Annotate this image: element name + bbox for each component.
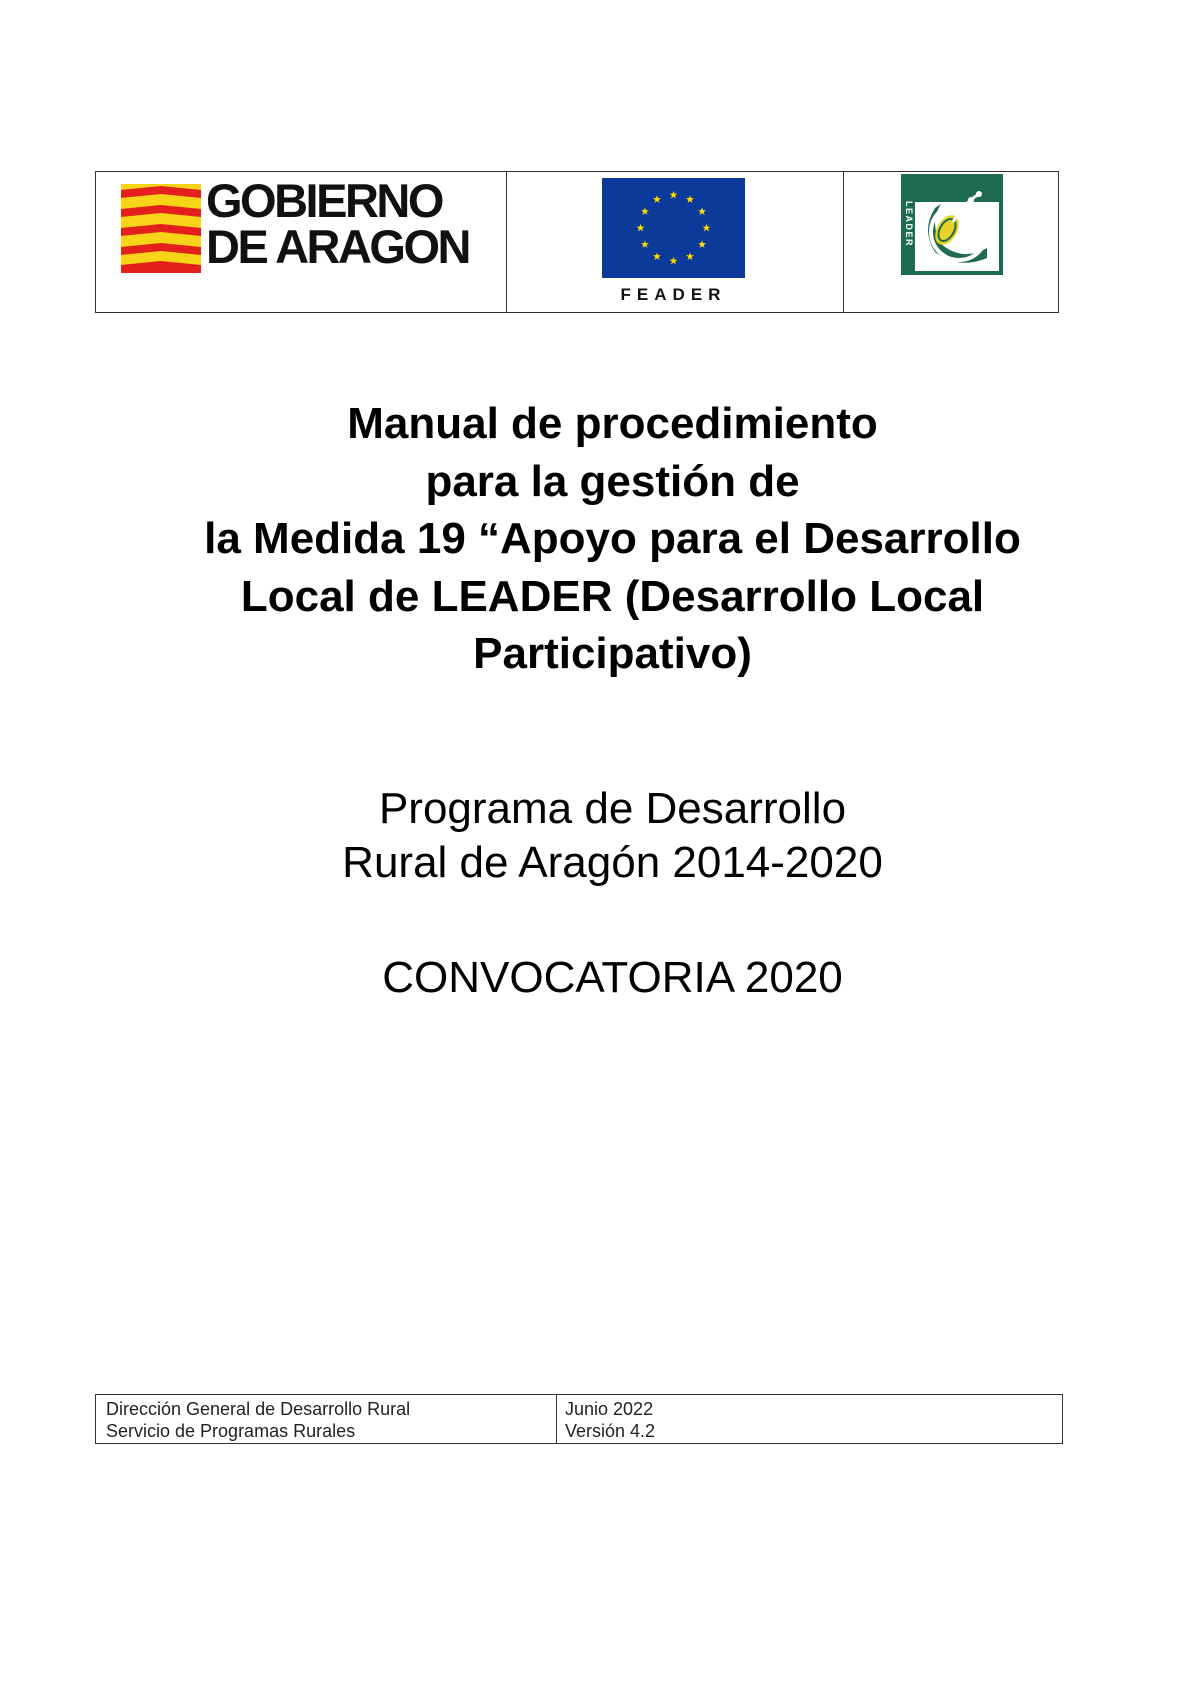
footer-table: [95, 1394, 1063, 1444]
program-line: Rural de Aragón 2014-2020: [342, 838, 883, 887]
title-line: para la gestión de: [425, 456, 800, 506]
gobierno-aragon-wordmark: [206, 174, 469, 273]
leader-logo-icon: [901, 174, 1003, 275]
convocatoria-heading: CONVOCATORIA 2020: [382, 953, 843, 1002]
eu-flag-icon: [602, 178, 745, 278]
footer-version-cell: [557, 1395, 1062, 1443]
feader-logo-cell: [507, 172, 844, 312]
program-subtitle: [120, 782, 1105, 890]
footer-department-cell: [96, 1395, 557, 1443]
document-version: Versión 4.2: [565, 1421, 656, 1441]
title-line: la Medida 19 “Apoyo para el Desarrollo: [204, 514, 1021, 563]
title-line: Local de LEADER (Desarrollo Local: [240, 571, 985, 621]
document-date: Junio 2022: [565, 1399, 654, 1419]
program-line: Programa de Desarrollo: [378, 784, 847, 833]
department-name: Dirección General de Desarrollo Rural: [106, 1399, 411, 1419]
title-line: Participativo): [473, 629, 752, 678]
gobierno-line: GOBIERNO: [206, 174, 442, 227]
logo-header-table: [95, 171, 1059, 313]
aragon-flag-icon: [121, 184, 201, 273]
leader-label: LEADER: [904, 201, 914, 248]
gobierno-aragon-logo-cell: [96, 172, 507, 312]
title-line: Manual de procedimiento: [347, 399, 878, 448]
aragon-line: DE ARAGON: [206, 220, 469, 273]
feader-label: FEADER: [620, 285, 727, 304]
service-name: Servicio de Programas Rurales: [106, 1421, 356, 1441]
document-title: [120, 395, 1105, 683]
leader-logo-cell: [844, 172, 1058, 312]
